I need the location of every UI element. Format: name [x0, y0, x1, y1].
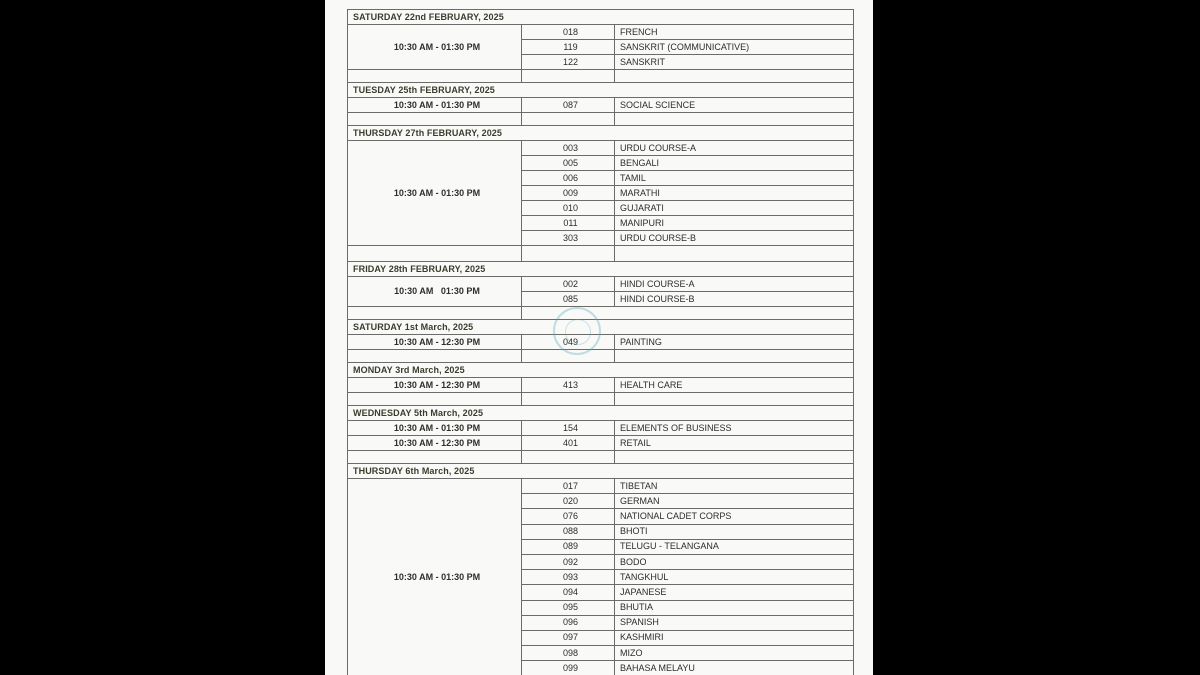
- subject-name: BENGALI: [615, 156, 854, 171]
- day-header-row: [348, 126, 854, 141]
- table-row: [348, 277, 854, 292]
- subject-code: 049: [522, 335, 615, 350]
- subject-code: 122: [522, 55, 615, 70]
- subject-name: FRENCH: [615, 25, 854, 40]
- subject-name: PAINTING: [615, 335, 854, 350]
- subject-name: SPANISH: [615, 615, 854, 630]
- subject-code: 095: [522, 600, 615, 615]
- subject-code: 018: [522, 25, 615, 40]
- subject-code: 088: [522, 524, 615, 539]
- subject-name: KASHMIRI: [615, 630, 854, 645]
- date-heading: SATURDAY 22nd FEBRUARY, 2025: [348, 10, 854, 25]
- exam-time: 10:30 AM - 12:30 PM: [348, 335, 522, 350]
- subject-code: 009: [522, 186, 615, 201]
- date-heading: MONDAY 3rd March, 2025: [348, 363, 854, 378]
- subject-name: SANSKRIT: [615, 55, 854, 70]
- date-heading: FRIDAY 28th FEBRUARY, 2025: [348, 262, 854, 277]
- spacer-row: [348, 393, 854, 406]
- day-header-row: [348, 10, 854, 25]
- table-row: [348, 436, 854, 451]
- subject-code: 085: [522, 292, 615, 307]
- subject-name: ELEMENTS OF BUSINESS: [615, 421, 854, 436]
- subject-name: SANSKRIT (COMMUNICATIVE): [615, 40, 854, 55]
- subject-code: 076: [522, 509, 615, 524]
- day-header-row: [348, 363, 854, 378]
- subject-name: MIZO: [615, 646, 854, 661]
- subject-name: NATIONAL CADET CORPS: [615, 509, 854, 524]
- subject-name: HINDI COURSE-A: [615, 277, 854, 292]
- subject-name: BAHASA MELAYU: [615, 661, 854, 675]
- exam-time: 10:30 AM - 01:30 PM: [348, 98, 522, 113]
- subject-code: 303: [522, 231, 615, 246]
- date-heading: SATURDAY 1st March, 2025: [348, 320, 854, 335]
- spacer-row: [348, 451, 854, 464]
- subject-name: URDU COURSE-A: [615, 141, 854, 156]
- day-header-row: [348, 406, 854, 421]
- subject-name: JAPANESE: [615, 585, 854, 600]
- subject-code: 154: [522, 421, 615, 436]
- table-row: [348, 25, 854, 40]
- exam-time: 10:30 AM - 01:30 PM: [348, 141, 522, 246]
- scanned-document-page: [325, 0, 873, 675]
- exam-time: 10:30 AM - 01:30 PM: [348, 479, 522, 675]
- subject-code: 096: [522, 615, 615, 630]
- subject-code: 010: [522, 201, 615, 216]
- spacer-row: [348, 307, 854, 320]
- exam-time: 10:30 AM - 12:30 PM: [348, 378, 522, 393]
- day-header-row: [348, 464, 854, 479]
- subject-code: 119: [522, 40, 615, 55]
- table-row: [348, 479, 854, 494]
- subject-name: MARATHI: [615, 186, 854, 201]
- subject-name: GERMAN: [615, 494, 854, 509]
- exam-time: 10:30 AM 01:30 PM: [348, 277, 522, 307]
- subject-name: TIBETAN: [615, 479, 854, 494]
- subject-name: HINDI COURSE-B: [615, 292, 854, 307]
- subject-code: 094: [522, 585, 615, 600]
- subject-code: 401: [522, 436, 615, 451]
- table-row: [348, 335, 854, 350]
- subject-code: 003: [522, 141, 615, 156]
- subject-code: 413: [522, 378, 615, 393]
- table-row: [348, 421, 854, 436]
- subject-code: 017: [522, 479, 615, 494]
- day-header-row: [348, 262, 854, 277]
- exam-schedule-table: [347, 9, 854, 675]
- subject-code: 002: [522, 277, 615, 292]
- subject-name: BODO: [615, 554, 854, 569]
- subject-name: BHOTI: [615, 524, 854, 539]
- subject-name: TAMIL: [615, 171, 854, 186]
- table-row: [348, 141, 854, 156]
- subject-name: GUJARATI: [615, 201, 854, 216]
- subject-code: 006: [522, 171, 615, 186]
- subject-name: HEALTH CARE: [615, 378, 854, 393]
- date-heading: THURSDAY 6th March, 2025: [348, 464, 854, 479]
- subject-code: 087: [522, 98, 615, 113]
- spacer-row: [348, 70, 854, 83]
- subject-code: 099: [522, 661, 615, 675]
- exam-time: 10:30 AM - 01:30 PM: [348, 25, 522, 70]
- date-heading: WEDNESDAY 5th March, 2025: [348, 406, 854, 421]
- subject-name: TELUGU - TELANGANA: [615, 539, 854, 554]
- subject-name: TANGKHUL: [615, 570, 854, 585]
- subject-code: 098: [522, 646, 615, 661]
- subject-name: RETAIL: [615, 436, 854, 451]
- day-header-row: [348, 83, 854, 98]
- table-row: [348, 98, 854, 113]
- subject-code: 089: [522, 539, 615, 554]
- date-heading: THURSDAY 27th FEBRUARY, 2025: [348, 126, 854, 141]
- day-header-row: [348, 320, 854, 335]
- subject-code: 011: [522, 216, 615, 231]
- subject-name: URDU COURSE-B: [615, 231, 854, 246]
- table-row: [348, 378, 854, 393]
- subject-code: 092: [522, 554, 615, 569]
- subject-code: 097: [522, 630, 615, 645]
- subject-code: 093: [522, 570, 615, 585]
- date-heading: TUESDAY 25th FEBRUARY, 2025: [348, 83, 854, 98]
- spacer-row: [348, 246, 854, 262]
- spacer-row: [348, 350, 854, 363]
- spacer-row: [348, 113, 854, 126]
- subject-code: 020: [522, 494, 615, 509]
- subject-name: MANIPURI: [615, 216, 854, 231]
- subject-name: BHUTIA: [615, 600, 854, 615]
- exam-time: 10:30 AM - 12:30 PM: [348, 436, 522, 451]
- subject-name: SOCIAL SCIENCE: [615, 98, 854, 113]
- exam-time: 10:30 AM - 01:30 PM: [348, 421, 522, 436]
- subject-code: 005: [522, 156, 615, 171]
